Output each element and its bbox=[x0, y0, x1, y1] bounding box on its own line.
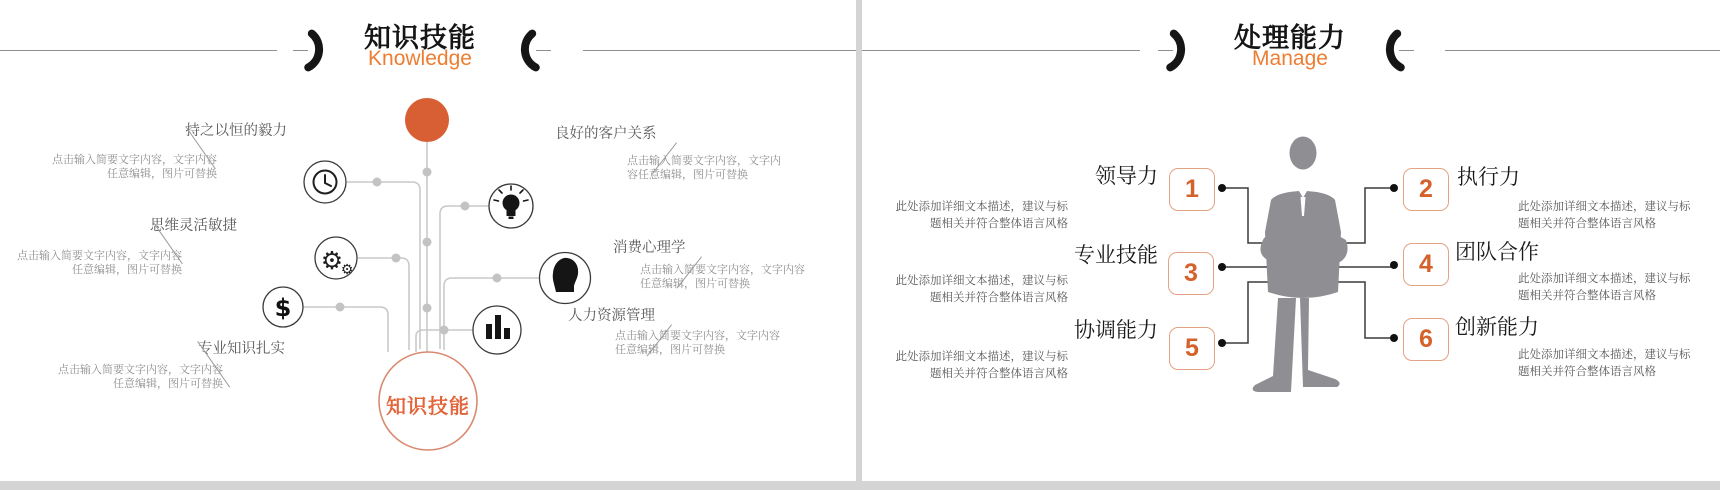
svg-text:$: $ bbox=[274, 294, 292, 322]
businessman-silhouette bbox=[1253, 137, 1348, 393]
skill-desc: 点击输入简要文字内容，文字内 容任意编辑，图片可替换 bbox=[627, 155, 781, 181]
skill-desc: 点击输入简要文字内容，文字内容 任意编辑，图片可替换 bbox=[58, 364, 223, 390]
title-line-right bbox=[583, 50, 856, 51]
ability-desc: 此处添加详细文本描述，建议与标 题相关并符合整体语言风格 bbox=[895, 201, 1068, 230]
handset-open-icon bbox=[1383, 28, 1405, 74]
number-box-1: 1 bbox=[1169, 168, 1215, 211]
slide-subtitle: Manage bbox=[1252, 47, 1328, 70]
skill-heading: 人力资源管理 bbox=[568, 308, 655, 324]
ability-desc: 此处添加详细文本描述，建议与标 题相关并符合整体语言风格 bbox=[1518, 349, 1691, 378]
number-box-5: 5 bbox=[1169, 327, 1215, 370]
bottom-bar bbox=[0, 481, 1720, 490]
bar-chart-icon bbox=[473, 306, 521, 354]
skill-desc: 点击输入简要文字内容，文字内容 任意编辑，图片可替换 bbox=[17, 250, 182, 276]
lightbulb-icon bbox=[489, 184, 533, 228]
skill-heading: 持之以恒的毅力 bbox=[185, 123, 287, 139]
ability-desc: 此处添加详细文本描述，建议与标 题相关并符合整体语言风格 bbox=[895, 275, 1068, 304]
ability-desc: 此处添加详细文本描述，建议与标 题相关并符合整体语言风格 bbox=[1518, 273, 1691, 302]
gears-icon bbox=[315, 237, 357, 279]
skill-desc: 点击输入简要文字内容，文字内容 任意编辑，图片可替换 bbox=[615, 330, 780, 356]
tree-top-node bbox=[405, 98, 449, 142]
handset-open-icon bbox=[518, 28, 540, 74]
svg-text:⚙: ⚙ bbox=[320, 246, 344, 275]
slide-divider bbox=[856, 0, 862, 490]
ability-heading: 领导力 bbox=[1095, 165, 1158, 188]
title-line-right bbox=[1445, 50, 1720, 51]
ability-heading: 协调能力 bbox=[1074, 319, 1158, 342]
skill-heading: 消费心理学 bbox=[613, 240, 686, 256]
clock-icon bbox=[304, 161, 346, 203]
ability-heading: 专业技能 bbox=[1074, 244, 1158, 267]
number-box-6: 6 bbox=[1403, 318, 1449, 361]
skill-desc: 点击输入简要文字内容，文字内容 任意编辑，图片可替换 bbox=[52, 154, 217, 180]
title-line-left bbox=[862, 50, 1140, 51]
ability-desc: 此处添加详细文本描述，建议与标 题相关并符合整体语言风格 bbox=[1518, 201, 1691, 230]
title-dash bbox=[536, 50, 551, 51]
title-line-left bbox=[0, 50, 277, 51]
number-box-2: 2 bbox=[1403, 168, 1449, 211]
skill-heading: 思维灵活敏捷 bbox=[150, 218, 237, 234]
skill-desc: 点击输入简要文字内容，文字内容 任意编辑，图片可替换 bbox=[640, 264, 805, 290]
ability-heading: 创新能力 bbox=[1455, 316, 1539, 339]
ability-desc: 此处添加详细文本描述，建议与标 题相关并符合整体语言风格 bbox=[895, 351, 1068, 380]
tree-root-label: 知识技能 bbox=[386, 396, 470, 418]
number-box-3: 3 bbox=[1168, 252, 1214, 295]
slide-title: 处理能力 bbox=[1234, 23, 1346, 53]
number-box-4: 4 bbox=[1403, 243, 1449, 286]
skill-heading: 良好的客户关系 bbox=[555, 126, 657, 142]
skill-heading: 专业知识扎实 bbox=[198, 341, 285, 357]
ability-heading: 执行力 bbox=[1457, 166, 1520, 189]
slide-title: 知识技能 bbox=[364, 23, 476, 53]
ability-heading: 团队合作 bbox=[1455, 241, 1539, 264]
handset-close-icon bbox=[1166, 28, 1188, 74]
dollar-icon bbox=[263, 287, 303, 327]
title-dash bbox=[1399, 50, 1414, 51]
svg-text:⚙: ⚙ bbox=[340, 262, 354, 278]
slide-subtitle: Knowledge bbox=[368, 47, 472, 70]
head-profile-icon bbox=[540, 253, 591, 304]
